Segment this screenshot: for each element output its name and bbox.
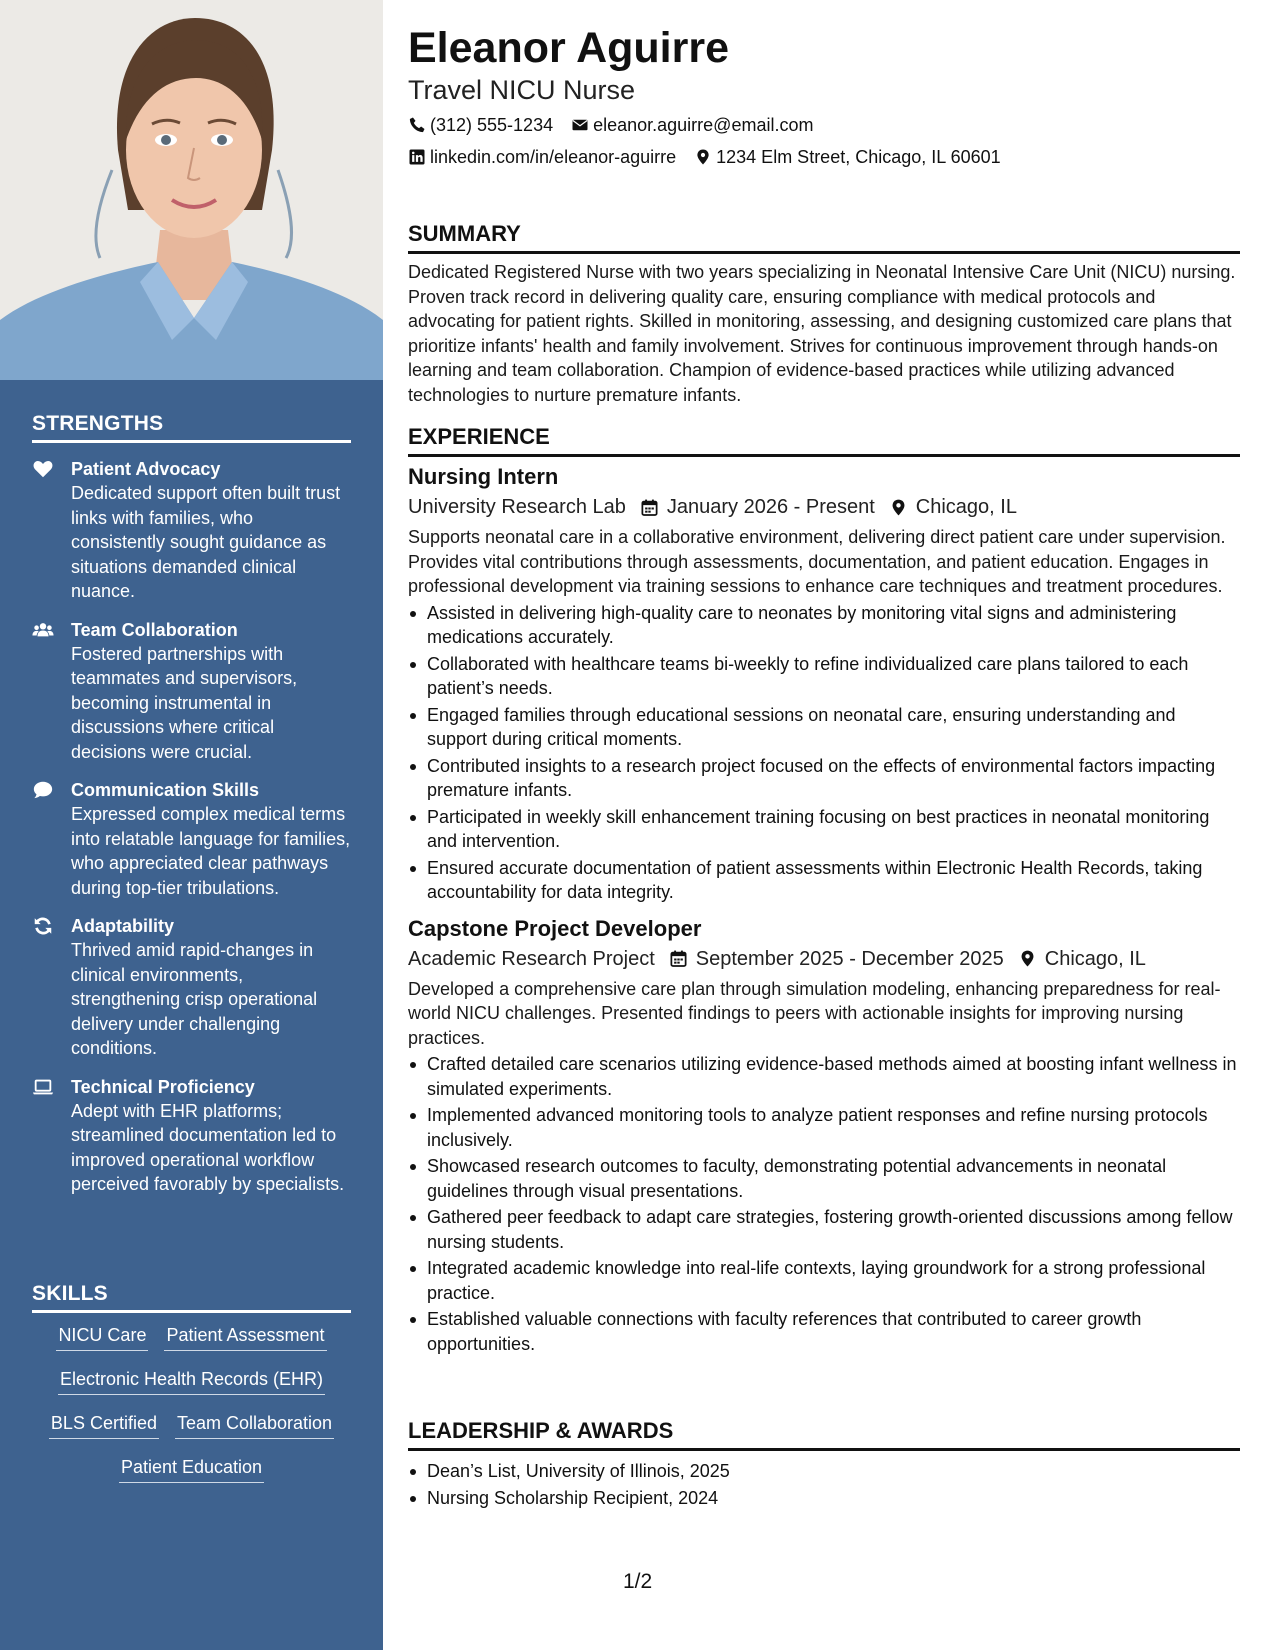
email-contact[interactable] <box>571 113 813 137</box>
strength-description: Adept with EHR platforms; streamlined documentation led to improved operational workflow perceived favorably by specialists. <box>71 1100 345 1194</box>
job-description: Developed a comprehensive care plan through simulation modeling, enhancing preparedness for real-world NICU challenges. Presented findings to peers with actionable insights for improving nursing practices. <box>408 978 1221 1048</box>
bullet-item: Crafted detailed care scenarios utilizing evidence-based methods aimed at boosting infant wellness in simulated experiments. <box>408 1052 1240 1101</box>
envelope-icon <box>571 116 589 134</box>
job-entry <box>408 463 1240 905</box>
linkedin-contact[interactable] <box>408 145 676 169</box>
sync-icon <box>32 915 54 937</box>
job-title: Nursing Intern <box>408 464 559 489</box>
job-entry <box>408 915 1240 1357</box>
profile-photo <box>0 0 383 380</box>
summary-heading: SUMMARY <box>408 220 1240 254</box>
phone-number: (312) 555-1234 <box>430 115 554 135</box>
bullet-item: Participated in weekly skill enhancement training focusing on best practices in neonatal monitoring and intervention. <box>408 805 1240 854</box>
awards-list <box>408 1459 1240 1510</box>
job-title: Capstone Project Developer <box>408 915 702 941</box>
strength-description: Fostered partnerships with teammates and supervisors, becoming instrumental in discussions where critical decisions were crucial. <box>71 643 298 762</box>
strength-item <box>32 618 351 765</box>
strength-item <box>32 778 351 900</box>
strength-title: Communication Skills <box>71 780 260 800</box>
candidate-name: Eleanor Aguirre <box>408 24 729 72</box>
bullet-item: Integrated academic knowledge into real-life contexts, laying groundwork for a strong professional practice. <box>408 1256 1240 1305</box>
skills-section <box>32 1282 351 1483</box>
profile-photo-illustration <box>0 0 383 380</box>
strength-title: Adaptability <box>71 916 175 936</box>
email-address: eleanor.aguirre@email.com <box>593 115 814 135</box>
strength-description: Expressed complex medical terms into relatable language for families, who appreciated clear pathways during top-tier tribulations. <box>71 804 351 898</box>
bullet-item: Implemented advanced monitoring tools to analyze patient responses and refine nursing protocols inclusively. <box>408 1103 1240 1152</box>
skill-tag: BLS Certified <box>49 1411 159 1439</box>
street-address: 1234 Elm Street, Chicago, IL 60601 <box>716 147 1001 167</box>
job-location: Chicago, IL <box>915 496 1017 518</box>
job-dates: September 2025 - December 2025 <box>695 947 1004 970</box>
heart-icon <box>32 458 54 480</box>
strengths-heading: STRENGTHS <box>32 412 351 443</box>
calendar-icon <box>669 949 688 968</box>
strength-item <box>32 1075 351 1197</box>
location-pin-icon <box>889 498 908 517</box>
strength-title: Technical Proficiency <box>71 1076 255 1097</box>
bullet-item: Engaged families through educational sessions on neonatal care, ensuring understanding and support during critical moments. <box>408 703 1240 752</box>
award-item: Dean’s List, University of Illinois, 2025 <box>408 1459 1240 1484</box>
job-bullets <box>408 601 1240 905</box>
strength-item <box>32 914 351 1061</box>
bullet-item: Gathered peer feedback to adapt care strategies, fostering growth-oriented discussions among fellow nursing students. <box>408 1205 1240 1254</box>
bullet-item: Contributed insights to a research project focused on the effects of environmental factors impacting premature infants. <box>408 754 1240 803</box>
job-meta <box>408 493 1240 521</box>
award-item: Nursing Scholarship Recipient, 2024 <box>408 1486 1240 1511</box>
address-contact <box>694 145 1001 169</box>
skills-list <box>32 1323 351 1483</box>
job-title-headline: Travel NICU Nurse <box>408 75 636 105</box>
job-location: Chicago, IL <box>1044 947 1146 970</box>
strength-title: Team Collaboration <box>71 619 238 640</box>
users-icon <box>32 619 54 641</box>
phone-contact[interactable] <box>408 113 553 137</box>
comment-icon <box>32 779 54 801</box>
strength-description: Dedicated support often built trust links with families, who consistently sought guidance as situations demanded clinical nuance. <box>71 483 341 601</box>
skill-tag: Team Collaboration <box>175 1411 334 1439</box>
awards-section <box>408 1417 1240 1510</box>
strength-title: Patient Advocacy <box>71 459 221 479</box>
strength-description: Thrived amid rapid-changes in clinical environments, strengthening crisp operational delivery under challenging conditions. <box>71 940 318 1058</box>
experience-section <box>408 423 1240 1356</box>
skill-tag: Electronic Health Records (EHR) <box>58 1367 325 1395</box>
skill-tag: Patient Assessment <box>164 1323 326 1351</box>
job-organization: Academic Research Project <box>408 947 655 970</box>
bullet-item: Collaborated with healthcare teams bi-weekly to refine individualized care plans tailored to each patient’s needs. <box>408 652 1240 701</box>
skills-heading: SKILLS <box>32 1282 351 1313</box>
page-number: 1/2 <box>623 1570 653 1593</box>
contact-row <box>408 113 831 137</box>
job-organization: University Research Lab <box>408 496 626 518</box>
bullet-item: Showcased research outcomes to faculty, demonstrating potential advancements in neonatal guidelines through visual presentations. <box>408 1154 1240 1203</box>
summary-text: Dedicated Registered Nurse with two years specializing in Neonatal Intensive Care Unit (NICU) nursing. Proven track record in delivering quality care, ensuring compliance with medical protocols and advocating for patient rights. Skilled in monitoring, assessing, and designing customized care plans that prioritize infants' health and family involvement. Strives for continuous improvement through hands-on learning and team collaboration. Champion of evidence-based practices while utilizing advanced technologies to nurture premature infants. <box>408 262 1236 405</box>
strength-item <box>32 457 351 604</box>
contact-row-2 <box>408 145 1019 169</box>
location-pin-icon <box>1018 949 1037 968</box>
bullet-item: Ensured accurate documentation of patient assessments within Electronic Health Records, taking accountability for data integrity. <box>408 856 1240 905</box>
phone-icon <box>408 116 426 134</box>
bullet-item: Assisted in delivering high-quality care to neonates by monitoring vital signs and administering medications accurately. <box>408 601 1240 650</box>
bullet-item: Established valuable connections with faculty references that contributed to career growth opportunities. <box>408 1307 1240 1356</box>
strengths-section <box>32 412 351 1197</box>
linkedin-url: linkedin.com/in/eleanor-aguirre <box>430 147 677 167</box>
job-dates: January 2026 - Present <box>666 496 875 518</box>
location-pin-icon <box>694 148 712 166</box>
job-meta <box>408 945 1240 973</box>
summary-section <box>408 220 1240 407</box>
skill-tag: Patient Education <box>119 1455 264 1483</box>
awards-heading: LEADERSHIP & AWARDS <box>408 1417 1240 1451</box>
sidebar <box>0 0 383 1650</box>
skill-tag: NICU Care <box>56 1323 148 1351</box>
job-bullets <box>408 1052 1240 1356</box>
experience-heading: EXPERIENCE <box>408 423 1240 457</box>
linkedin-icon <box>408 148 426 166</box>
calendar-icon <box>640 498 659 517</box>
laptop-icon <box>32 1076 54 1098</box>
job-description: Supports neonatal care in a collaborative environment, delivering direct patient care under supervision. Provides vital contributions through assessments, documentation, and patient education. Engages in professional development via training sessions to enhance care techniques and treatment procedures. <box>408 527 1226 596</box>
